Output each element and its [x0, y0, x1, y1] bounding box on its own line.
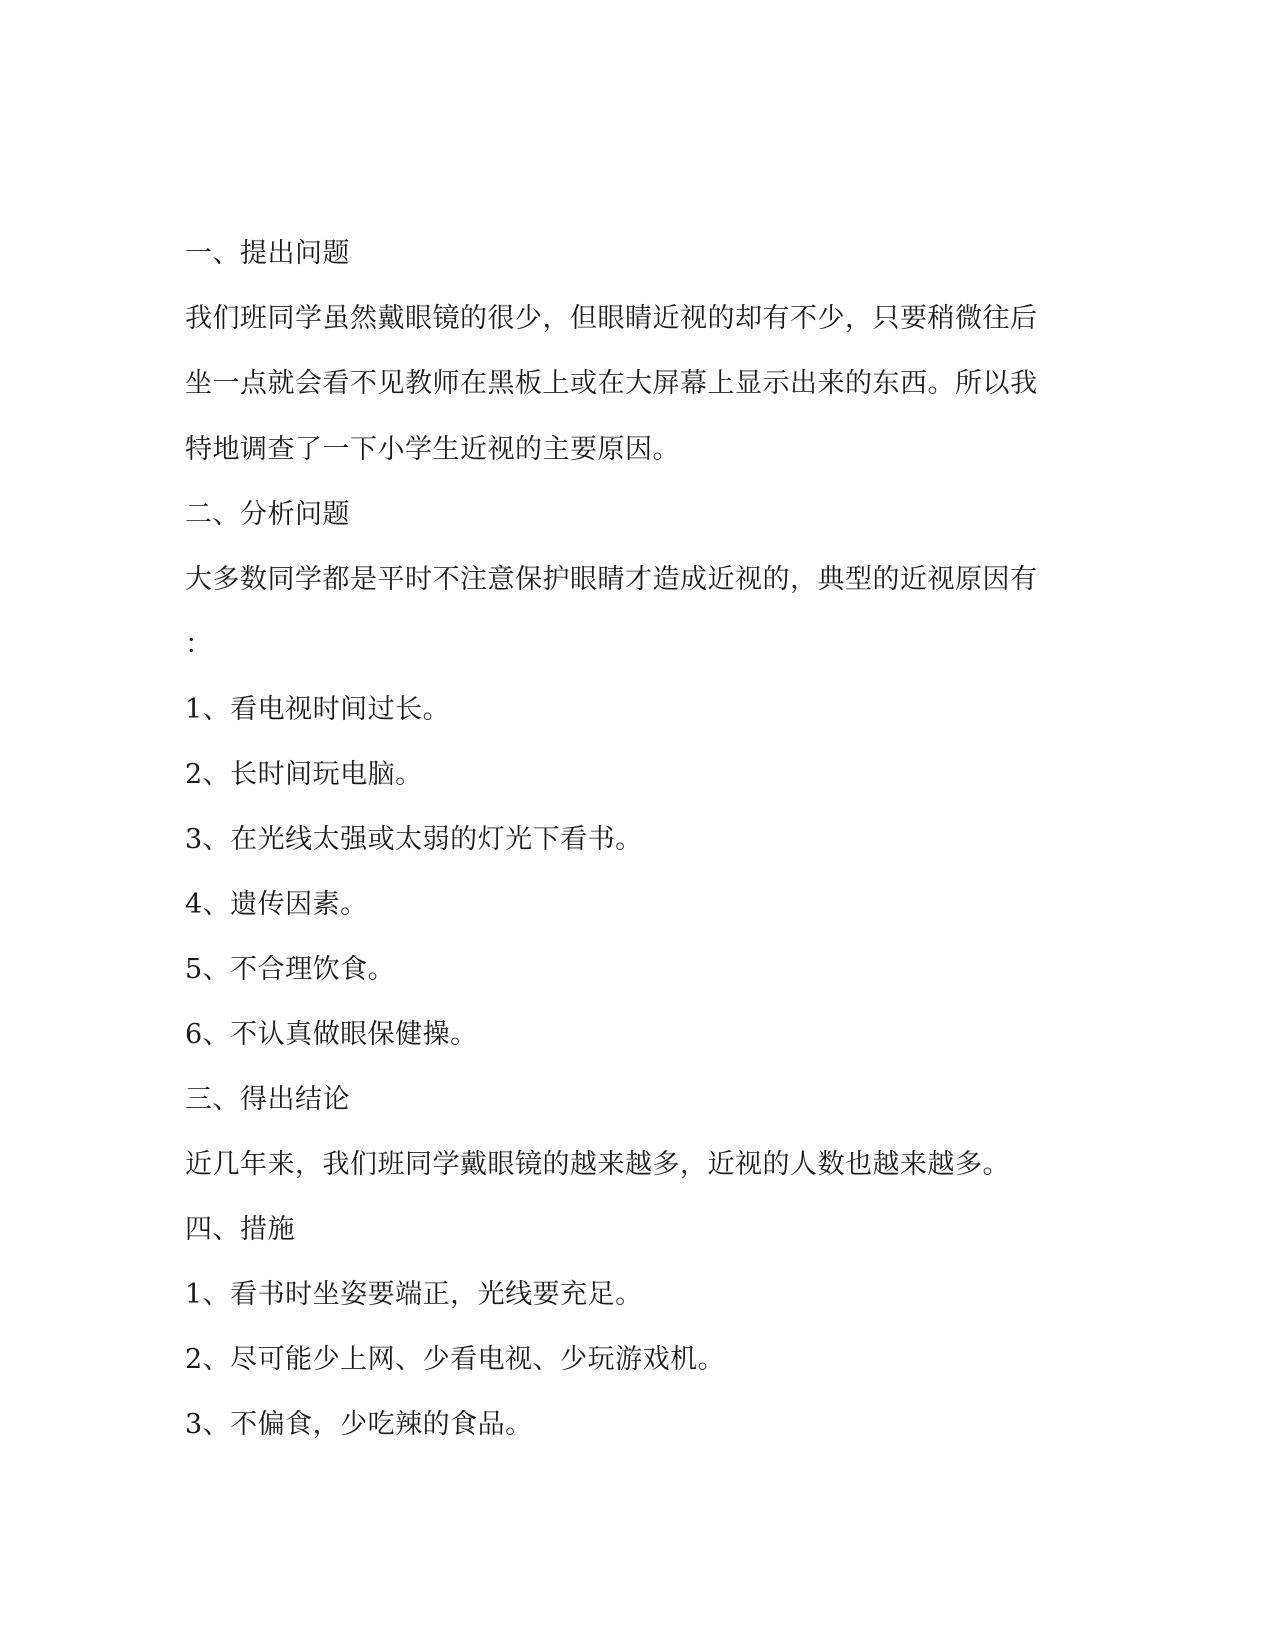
section1-paragraph-line: 坐一点就会看不见教师在黑板上或在大屏幕上显示出来的东西。所以我 — [185, 368, 1038, 399]
section4-heading: 四、措施 — [185, 1214, 295, 1245]
section2-list-item: 2、长时间玩电脑。 — [185, 759, 423, 790]
section2-intro-line: 大多数同学都是平时不注意保护眼睛才造成近视的，典型的近视原因有 — [185, 564, 1038, 595]
section2-list-item: 6、不认真做眼保健操。 — [185, 1019, 478, 1050]
section2-list-item: 4、遗传因素。 — [185, 889, 368, 920]
section3-heading: 三、得出结论 — [185, 1084, 350, 1115]
section2-list-item: 3、在光线太强或太弱的灯光下看书。 — [185, 824, 643, 855]
section4-list-item: 1、看书时坐姿要端正，光线要充足。 — [185, 1279, 643, 1310]
section3-paragraph: 近几年来，我们班同学戴眼镜的越来越多，近视的人数也越来越多。 — [185, 1149, 1010, 1180]
section2-list-item: 1、看电视时间过长。 — [185, 694, 451, 725]
section1-paragraph-line: 特地调查了一下小学生近视的主要原因。 — [185, 434, 680, 465]
section2-heading: 二、分析问题 — [185, 499, 350, 530]
section4-list-item: 2、尽可能少上网、少看电视、少玩游戏机。 — [185, 1344, 726, 1375]
section4-list-item: 3、不偏食，少吃辣的食品。 — [185, 1409, 533, 1440]
section1-heading: 一、提出问题 — [185, 238, 350, 269]
section2-list-item: 5、不合理饮食。 — [185, 954, 396, 985]
section2-intro-line: ： — [185, 629, 213, 660]
section1-paragraph-line: 我们班同学虽然戴眼镜的很少，但眼睛近视的却有不少，只要稍微往后 — [185, 303, 1038, 334]
